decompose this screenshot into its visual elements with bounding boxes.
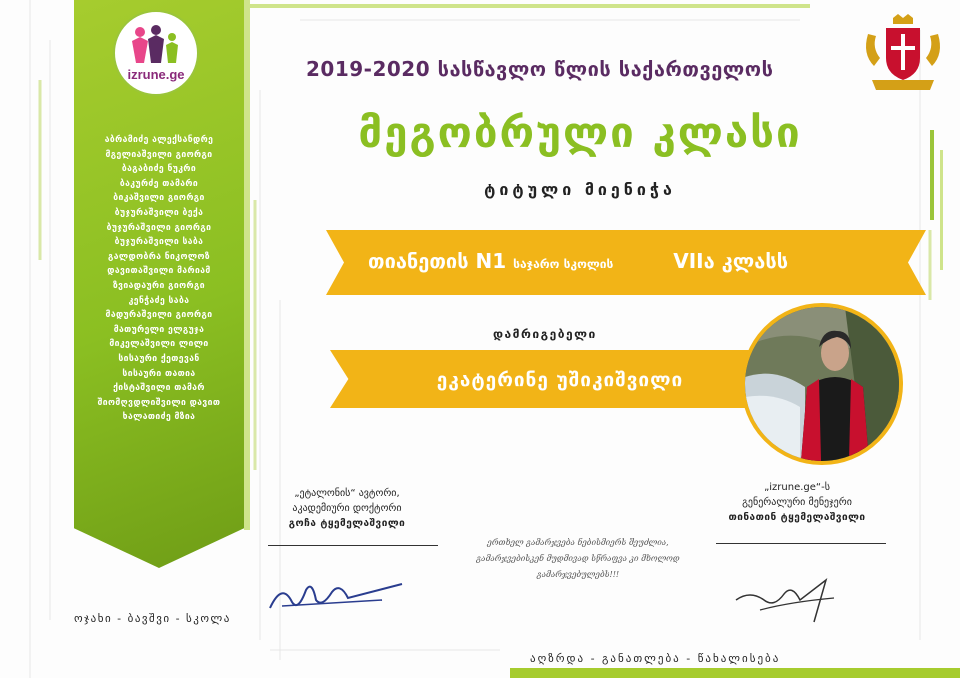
signature-name: თინათინ ტყემელაშვილი	[728, 512, 866, 523]
list-item: გალდობრა ნიკოლოზ	[107, 251, 211, 262]
list-item: ბაგაბიძე ნუკრი	[121, 164, 197, 175]
school-name: თიანეთის N1	[368, 249, 507, 273]
list-item: ზვიადაური გიორგი	[113, 280, 205, 291]
award-subtitle: ტიტული მიენიჭა	[484, 180, 676, 199]
student-list	[78, 133, 240, 425]
list-item: ბუჯურაშვილი გიორგი	[106, 222, 212, 233]
divider	[268, 545, 438, 546]
school-type: საჯარო სკოლის	[513, 257, 614, 271]
bottom-decor-bar	[510, 668, 960, 678]
quote	[448, 535, 708, 583]
list-item: კენჭაძე საბა	[128, 295, 190, 306]
right-decor-bar	[940, 150, 943, 270]
signature-role: აკადემიური დოქტორი	[292, 503, 402, 514]
signature-name: გოჩა ტყემელაშვილი	[288, 518, 406, 529]
divider	[716, 543, 886, 544]
teacher-photo	[741, 303, 903, 465]
school-ribbon-text	[368, 249, 908, 273]
teacher-name: ეკატერინე უშიკიშვილი	[436, 369, 684, 391]
logo	[113, 10, 199, 96]
banner-edge	[244, 0, 250, 530]
list-item: აბრამიძე ალექსანდრე	[104, 135, 214, 145]
list-item: ბაკურძე თამარი	[119, 178, 199, 189]
rewarder-label: დამრიგებელი	[493, 327, 597, 341]
list-item: ქისტაშვილი თამარ	[113, 383, 205, 394]
list-item: მათურელი ელგუჯა	[113, 324, 205, 335]
list-item: ხალათიძე მზია	[122, 412, 196, 423]
handwritten-signature-left	[262, 572, 412, 618]
right-decor-bar	[930, 130, 934, 220]
list-item: მადურაშვილი გიორგი	[105, 310, 213, 321]
signature-role: „izrune.ge“-ს	[764, 482, 830, 493]
list-item: მიკელაშვილი ლილი	[109, 339, 209, 350]
list-item: ბუჯურაშვილი საბა	[114, 237, 204, 248]
family-icon	[126, 25, 186, 65]
quote-line: გამარჯვებისკენ მუდმივად სწრაფვა კი მხოლოდ გამარჯვებულებს!!!	[476, 554, 680, 579]
signature-role: „ეტალონის“ ავტორი,	[294, 488, 400, 499]
motto-left: ოჯახი - ბავშვი - სკოლა	[74, 612, 231, 625]
list-item: ბიკაშვილი გიორგი	[113, 193, 205, 204]
year-title: 2019-2020 სასწავლო წლის საქართველოს	[306, 57, 774, 81]
signature-role: გენერალური მენეჯერი	[742, 497, 852, 508]
quote-line: ერთხელ გამარჯვება ნებისმიერს შეუძლია,	[487, 538, 669, 547]
signature-right	[712, 480, 882, 525]
list-item: მგელიაშვილი გიორგი	[105, 149, 213, 160]
class-name: VIIა კლასს	[673, 249, 789, 273]
page-title: მეგობრული კლასი	[358, 108, 802, 157]
motto-bottom: აღზრდა - განათლება - წახალისება	[530, 652, 781, 665]
logo-text: izrune.ge	[127, 66, 185, 82]
handwritten-signature-right	[730, 560, 850, 626]
list-item: დავითაშვილი მარიამ	[107, 266, 211, 277]
list-item: სისაური ქეთევან	[118, 353, 200, 364]
list-item: შიომღვდლიშვილი დავით	[97, 397, 221, 408]
coat-of-arms-icon	[858, 14, 948, 96]
top-decor-bar	[250, 4, 810, 8]
signature-left	[262, 486, 432, 531]
list-item: ბუჯურაშვილი ბექა	[114, 207, 204, 218]
list-item: სისაური თათია	[122, 368, 196, 379]
